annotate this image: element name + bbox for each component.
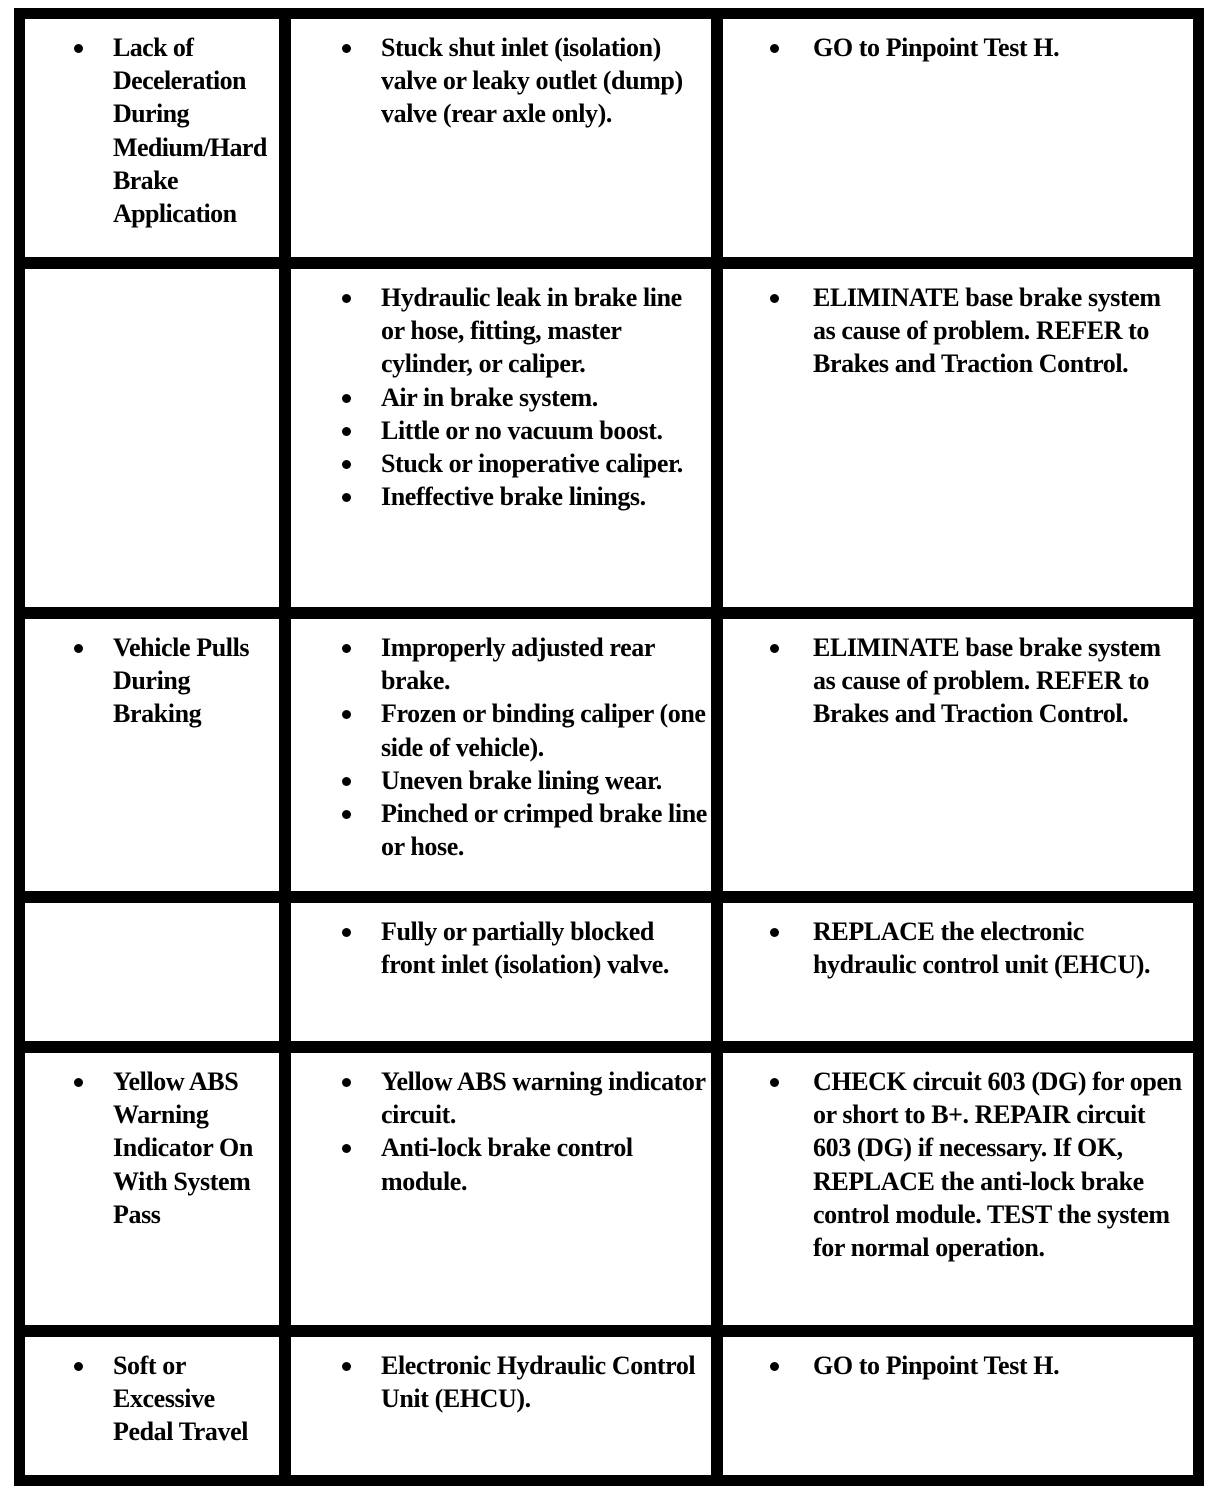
cause-item: Stuck shut inlet (isolation) valve or leaky outlet (dump) valve (rear axle only).: [291, 31, 711, 131]
cause-item: Uneven brake lining wear.: [291, 764, 711, 797]
action-item: ELIMINATE base brake system as cause of problem. REFER to Brakes and Traction Control.: [723, 631, 1193, 731]
diagnosis-table: [14, 8, 1204, 1486]
cause-cell: [285, 263, 717, 613]
symptom-item: Soft or Excessive Pedal Travel: [25, 1349, 279, 1449]
action-cell: [717, 13, 1199, 263]
symptom-cell: [19, 1047, 285, 1331]
action-cell: [717, 263, 1199, 613]
action-cell: [717, 613, 1199, 897]
symptom-item: Lack of Deceleration During Medium/Hard Brake Application: [25, 31, 279, 230]
table-row: [19, 1047, 1199, 1331]
cause-item: Ineffective brake linings.: [291, 480, 711, 513]
action-item: REPLACE the electronic hydraulic control unit (EHCU).: [723, 915, 1193, 981]
cause-cell: [285, 13, 717, 263]
table-row: [19, 263, 1199, 613]
action-item: CHECK circuit 603 (DG) for open or short to B+. REPAIR circuit 603 (DG) if necessary. If OK, REPLACE the anti-lock brake control module. TEST the system for normal operation.: [723, 1065, 1193, 1264]
table-row: [19, 613, 1199, 897]
cause-item: Little or no vacuum boost.: [291, 414, 711, 447]
action-cell: [717, 1047, 1199, 1331]
cause-item: Frozen or binding caliper (one side of vehicle).: [291, 697, 711, 763]
cause-item: Anti-lock brake control module.: [291, 1131, 711, 1197]
symptom-cell: [19, 13, 285, 263]
cause-item: Pinched or crimped brake line or hose.: [291, 797, 711, 863]
cause-item: Air in brake system.: [291, 381, 711, 414]
table-row: [19, 13, 1199, 263]
cause-cell: [285, 1331, 717, 1481]
cause-item: Stuck or inoperative caliper.: [291, 447, 711, 480]
symptom-cell: [19, 1331, 285, 1481]
symptom-item: Yellow ABS Warning Indicator On With System Pass: [25, 1065, 279, 1231]
cause-item: Improperly adjusted rear brake.: [291, 631, 711, 697]
cause-item: Hydraulic leak in brake line or hose, fitting, master cylinder, or caliper.: [291, 281, 711, 381]
action-item: ELIMINATE base brake system as cause of problem. REFER to Brakes and Traction Control.: [723, 281, 1193, 381]
symptom-cell: [19, 897, 285, 1047]
symptom-cell: [19, 613, 285, 897]
cause-cell: [285, 897, 717, 1047]
table-row: [19, 897, 1199, 1047]
symptom-cell: [19, 263, 285, 613]
action-cell: [717, 1331, 1199, 1481]
action-item: GO to Pinpoint Test H.: [723, 31, 1193, 64]
cause-cell: [285, 613, 717, 897]
action-item: GO to Pinpoint Test H.: [723, 1349, 1193, 1382]
cause-cell: [285, 1047, 717, 1331]
table-row: [19, 1331, 1199, 1481]
symptom-item: Vehicle Pulls During Braking: [25, 631, 279, 731]
cause-item: Yellow ABS warning indicator circuit.: [291, 1065, 711, 1131]
cause-item: Electronic Hydraulic Control Unit (EHCU).: [291, 1349, 711, 1415]
cause-item: Fully or partially blocked front inlet (isolation) valve.: [291, 915, 711, 981]
action-cell: [717, 897, 1199, 1047]
